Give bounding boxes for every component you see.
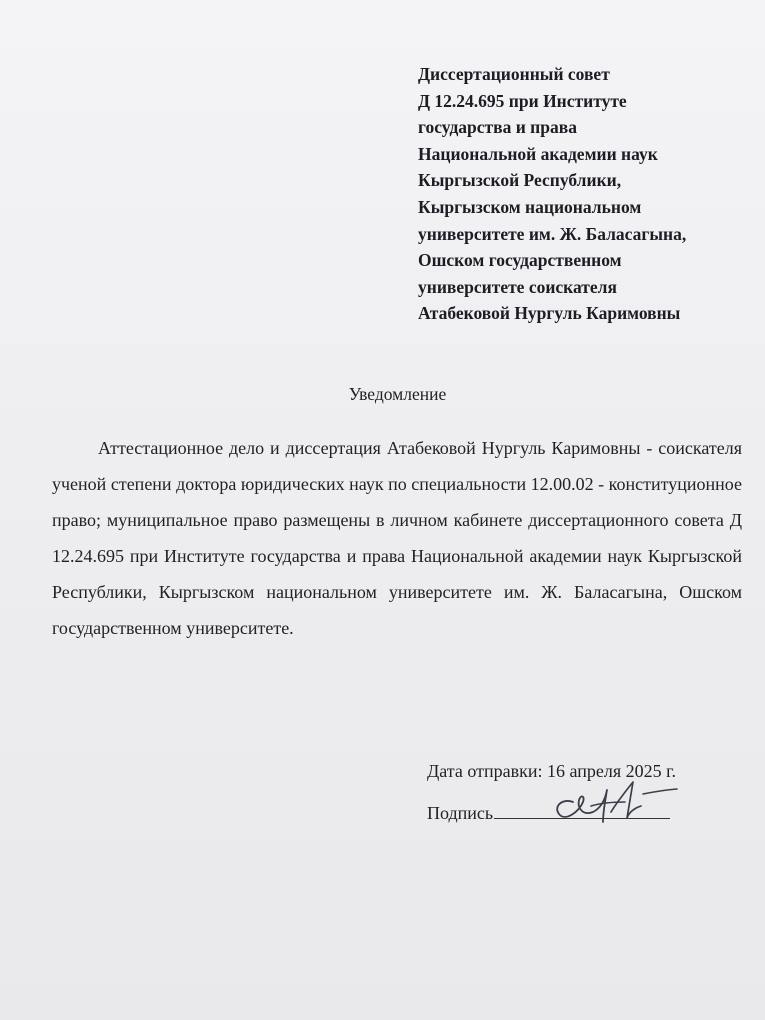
document-title: Уведомление: [348, 384, 447, 404]
addressee-line: Кыргызском национальном: [418, 196, 642, 217]
addressee-line: университете им. Ж. Баласагына,: [418, 223, 687, 244]
addressee-line: государства и права: [418, 117, 577, 138]
addressee-line: университете соискателя: [418, 276, 617, 297]
signature-label: Подпись: [427, 803, 494, 823]
addressee-line: Д 12.24.695 при Институте: [418, 90, 627, 111]
send-date: Дата отправки: 16 апреля 2025 г.: [427, 761, 676, 781]
addressee-line: Диссертационный совет: [418, 64, 610, 84]
notice-body: Аттестационное дело и диссертация Атабековой Нургуль Каримовны - соискателя ученой степени доктора юридических наук по специальности 12.00.02 - конституционное право; муниципальное право размещены в личном кабинете диссертационного совета Д 12.24.695 при Институте государства и права Национальной академии наук Кыргызской Республики, Кыргызском национальном университете им. Ж. Баласагына, Ошском государственном университете.: [52, 438, 742, 638]
addressee-line: Кыргызской Республики,: [418, 170, 622, 191]
addressee-line: Национальной академии наук: [418, 143, 658, 164]
addressee-block: [418, 61, 748, 327]
addressee-line: Атабековой Нургуль Каримовны: [418, 303, 681, 324]
handwritten-signature-icon: [545, 772, 685, 832]
addressee-line: Ошском государственном: [418, 250, 622, 271]
